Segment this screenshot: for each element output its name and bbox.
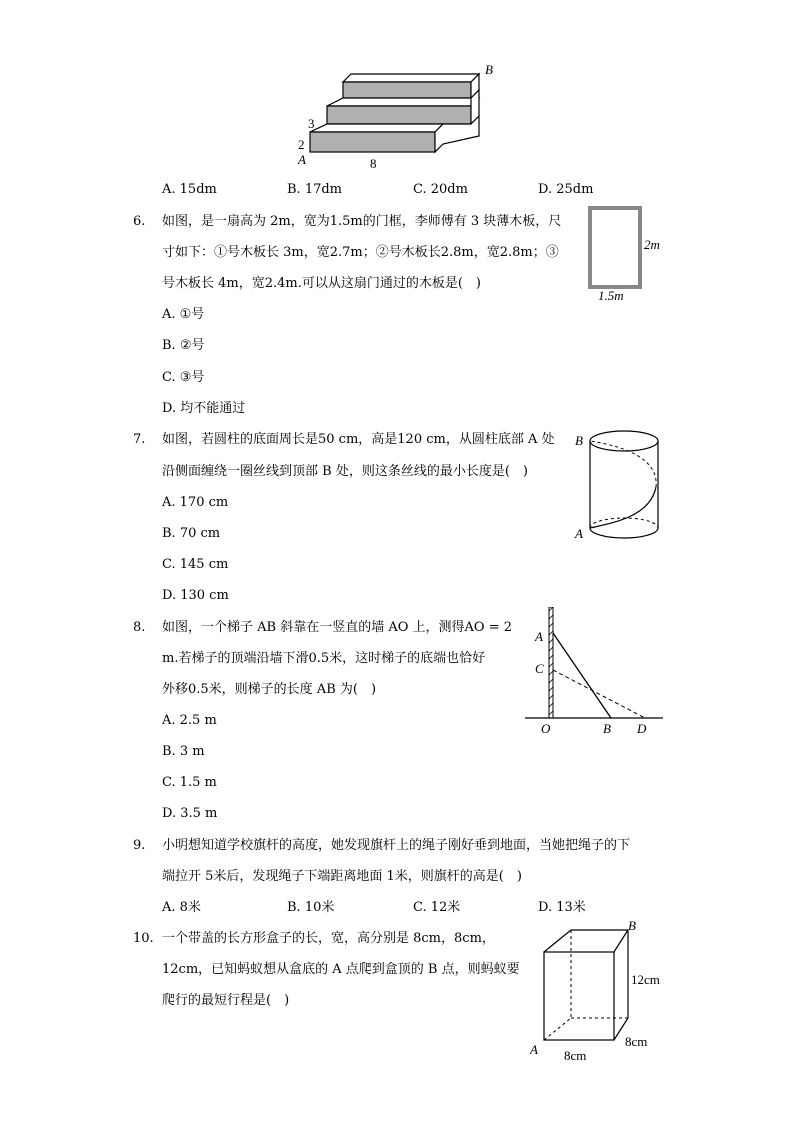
q10-line-2: 12cm，已知蚂蚁想从盒底的 A 点爬到盒顶的 B 点，则蚂蚁要 — [162, 962, 520, 977]
box-height-label: 12cm — [631, 972, 660, 987]
q9-option-c[interactable]: C. 12米 — [413, 900, 461, 915]
q6-number: 6. — [133, 214, 146, 229]
q10-line-3: 爬行的最短行程是( ) — [162, 993, 290, 1008]
cyl-label-a: A — [575, 526, 583, 541]
q8-number: 8. — [133, 620, 146, 635]
q6-option-b[interactable]: B. ②号 — [162, 338, 205, 353]
q8-option-d[interactable]: D. 3.5 m — [162, 806, 218, 821]
q7-number: 7. — [133, 432, 146, 447]
q8-option-c[interactable]: C. 1.5 m — [162, 775, 217, 790]
box-width-label: 8cm — [625, 1034, 648, 1049]
q9-line-1: 小明想知道学校旗杆的高度，她发现旗杆上的绳子刚好垂到地面，当她把绳子的下 — [162, 838, 631, 853]
q6-line-3: 号木板长 4m，宽2.4m.可以从这扇门通过的木板是( ) — [162, 276, 482, 291]
ladder-figure — [525, 607, 665, 737]
label-a: A — [298, 152, 306, 167]
q5-option-d[interactable]: D. 25dm — [538, 182, 594, 197]
ladder-label-b: B — [603, 721, 611, 736]
q8-option-b[interactable]: B. 3 m — [162, 744, 205, 759]
q5-option-a[interactable]: A. 15dm — [162, 182, 217, 197]
q9-number: 9. — [133, 838, 146, 853]
ladder-label-d: D — [637, 721, 647, 736]
cylinder-figure — [572, 427, 667, 545]
cyl-label-b: B — [575, 433, 583, 448]
q7-line-2: 沿侧面缠绕一圈丝线到顶部 B 处，则这条丝线的最小长度是( ) — [162, 464, 528, 479]
q5-option-c[interactable]: C. 20dm — [413, 182, 468, 197]
q8-line-2: m.若梯子的顶端沿墙下滑0.5米，这时梯子的底端也恰好 — [162, 651, 486, 666]
q9-option-a[interactable]: A. 8米 — [162, 900, 201, 915]
q10-line-1: 一个带盖的长方形盒子的长，宽，高分别是 8cm，8cm， — [162, 931, 495, 946]
q6-option-d[interactable]: D. 均不能通过 — [162, 401, 246, 416]
q5-option-b[interactable]: B. 17dm — [287, 182, 343, 197]
q8-option-a[interactable]: A. 2.5 m — [162, 713, 217, 728]
q8-line-1: 如图，一个梯子 AB 斜靠在一竖直的墙 AO 上，测得AO = 2 — [162, 620, 512, 635]
label-8: 8 — [370, 156, 377, 171]
box-figure — [528, 918, 668, 1066]
q9-option-d[interactable]: D. 13米 — [538, 900, 586, 915]
q9-option-b[interactable]: B. 10米 — [287, 900, 335, 915]
q8-line-3: 外移0.5米，则梯子的长度 AB 为( ) — [162, 682, 377, 697]
label-3: 3 — [308, 116, 315, 131]
q6-option-c[interactable]: C. ③号 — [162, 370, 205, 385]
label-2: 2 — [298, 137, 305, 152]
q7-option-a[interactable]: A. 170 cm — [162, 495, 229, 510]
ladder-label-a: A — [535, 629, 543, 644]
staircase-figure — [295, 62, 505, 174]
q6-option-a[interactable]: A. ①号 — [162, 307, 205, 322]
q7-line-1: 如图，若圆柱的底面周长是50 cm，高是120 cm，从圆柱底部 A 处 — [162, 432, 555, 447]
q7-option-c[interactable]: C. 145 cm — [162, 557, 229, 572]
box-label-b: B — [628, 918, 636, 933]
q10-number: 10. — [133, 931, 154, 946]
q6-line-2: 寸如下：①号木板长 3m，宽2.7m；②号木板长2.8m，宽2.8m；③ — [162, 245, 559, 260]
q9-line-2: 端拉开 5米后，发现绳子下端距离地面 1米，则旗杆的高是( ) — [162, 869, 522, 884]
door-frame-figure — [585, 203, 670, 303]
box-label-a: A — [530, 1042, 538, 1057]
ladder-label-c: C — [535, 661, 544, 676]
ladder-label-o: O — [541, 721, 551, 736]
box-length-label: 8cm — [564, 1048, 587, 1063]
door-height-label: 2m — [644, 237, 660, 252]
door-width-label: 1.5m — [598, 288, 624, 303]
q7-option-b[interactable]: B. 70 cm — [162, 526, 221, 541]
label-b: B — [485, 62, 493, 77]
q7-option-d[interactable]: D. 130 cm — [162, 588, 229, 603]
q6-line-1: 如图，是一扇高为 2m，宽为1.5m的门框，李师傅有 3 块薄木板，尺 — [162, 214, 562, 229]
